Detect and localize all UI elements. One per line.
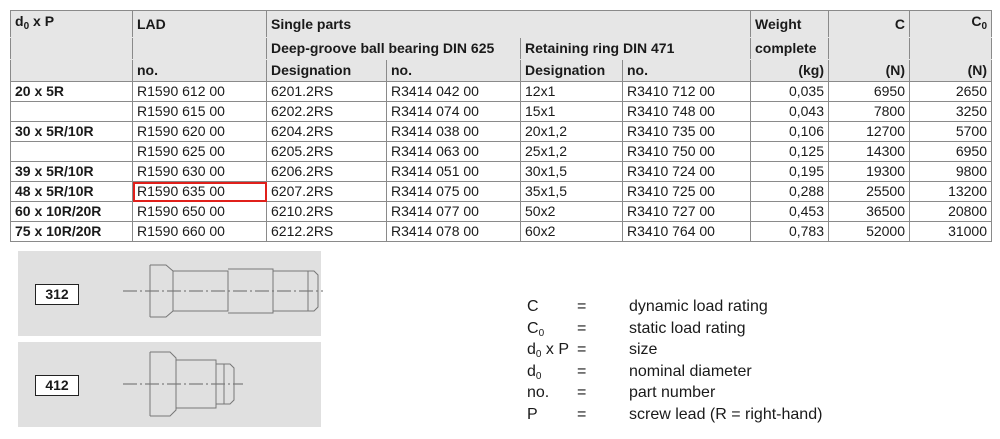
- cell-c0: 2650: [910, 82, 992, 102]
- legend-description: static load rating: [629, 319, 746, 337]
- cell-rd: 20x1,2: [521, 122, 623, 142]
- header-bearing: Deep-groove ball bearing DIN 625: [267, 38, 521, 60]
- cell-w: 0,783: [751, 222, 829, 242]
- table-row: [11, 122, 992, 142]
- cell-size: 30 x 5R/10R: [11, 122, 133, 142]
- cell-bd: 6202.2RS: [267, 102, 387, 122]
- cell-c0: 9800: [910, 162, 992, 182]
- cell-c: 12700: [829, 122, 910, 142]
- legend-equals: =: [577, 405, 587, 423]
- cell-c0: 3250: [910, 102, 992, 122]
- legend-equals: =: [577, 341, 587, 359]
- cell-rn: R3410 748 00: [623, 102, 751, 122]
- header-single-parts: Single parts: [267, 11, 751, 38]
- cell-size: 60 x 10R/20R: [11, 202, 133, 222]
- table-row: [11, 102, 992, 122]
- panel-label: 412: [35, 375, 79, 396]
- header-weight: Weight: [751, 11, 829, 38]
- cell-size: 48 x 5R/10R: [11, 182, 133, 202]
- cell-rn: R3410 725 00: [623, 182, 751, 202]
- cell-lad: R1590 620 00: [133, 122, 267, 142]
- cell-bn: R3414 063 00: [387, 142, 521, 162]
- cell-lad: R1590 612 00: [133, 82, 267, 102]
- cell-rd: 60x2: [521, 222, 623, 242]
- cell-lad: R1590 660 00: [133, 222, 267, 242]
- cell-c: 25500: [829, 182, 910, 202]
- cell-rn: R3410 724 00: [623, 162, 751, 182]
- legend-symbol: P: [527, 405, 538, 423]
- cell-rd: 35x1,5: [521, 182, 623, 202]
- cell-c: 52000: [829, 222, 910, 242]
- legend-description: screw lead (R = right-hand): [629, 405, 823, 423]
- header-ring-no: no.: [623, 60, 751, 82]
- cell-w: 0,125: [751, 142, 829, 162]
- shaft-end-drawing-icon: [118, 342, 328, 427]
- cell-c: 6950: [829, 82, 910, 102]
- cell-w: 0,288: [751, 182, 829, 202]
- legend-equals: =: [577, 319, 587, 337]
- cell-rd: 12x1: [521, 82, 623, 102]
- legend-symbol: $C_0$: [527, 319, 545, 339]
- table-row: [11, 142, 992, 162]
- legend-item: [527, 404, 822, 426]
- cell-bd: 6204.2RS: [267, 122, 387, 142]
- legend-description: nominal diameter: [629, 362, 752, 380]
- legend-equals: =: [577, 384, 587, 402]
- cell-lad-highlighted: R1590 635 00: [133, 182, 267, 202]
- legend-symbol: $d_0$ x P: [527, 341, 570, 361]
- cell-bn: R3414 074 00: [387, 102, 521, 122]
- header-complete: complete: [751, 38, 829, 60]
- cell-c0: 5700: [910, 122, 992, 142]
- cell-lad: R1590 615 00: [133, 102, 267, 122]
- legend-symbol: $d_0$: [527, 362, 542, 382]
- legend-symbol: C: [527, 298, 539, 315]
- cell-c: 14300: [829, 142, 910, 162]
- cell-rn: R3410 712 00: [623, 82, 751, 102]
- cell-w: 0,453: [751, 202, 829, 222]
- cell-lad: R1590 650 00: [133, 202, 267, 222]
- shaft-end-drawing-icon: [118, 251, 328, 336]
- cell-size: [11, 102, 133, 122]
- header-c0: $C_0$: [910, 11, 992, 38]
- header-unit-c0: (N): [910, 60, 992, 82]
- legend-item: [527, 382, 822, 404]
- drawing-panel-412: [18, 342, 321, 427]
- bearing-spec-table: [10, 10, 992, 242]
- cell-bd: 6210.2RS: [267, 202, 387, 222]
- header-ring: Retaining ring DIN 471: [521, 38, 751, 60]
- cell-c: 19300: [829, 162, 910, 182]
- legend-description: dynamic load rating: [629, 298, 768, 315]
- header-bearing-designation: Designation: [267, 60, 387, 82]
- cell-w: 0,195: [751, 162, 829, 182]
- header-ring-designation: Designation: [521, 60, 623, 82]
- legend-item: [527, 318, 822, 340]
- legend: [527, 296, 822, 426]
- cell-rn: R3410 764 00: [623, 222, 751, 242]
- cell-bn: R3414 075 00: [387, 182, 521, 202]
- cell-rn: R3410 727 00: [623, 202, 751, 222]
- legend-description: part number: [629, 384, 716, 402]
- cell-c0: 20800: [910, 202, 992, 222]
- cell-size: 20 x 5R: [11, 82, 133, 102]
- cell-bn: R3414 038 00: [387, 122, 521, 142]
- cell-bd: 6205.2RS: [267, 142, 387, 162]
- legend-symbol: no.: [527, 384, 550, 402]
- cell-size: 39 x 5R/10R: [11, 162, 133, 182]
- table-row: [11, 162, 992, 182]
- cell-bn: R3414 077 00: [387, 202, 521, 222]
- cell-c0: 6950: [910, 142, 992, 162]
- cell-bd: 6212.2RS: [267, 222, 387, 242]
- cell-size: [11, 142, 133, 162]
- legend-equals: =: [577, 362, 587, 380]
- cell-c: 7800: [829, 102, 910, 122]
- header-bearing-no: no.: [387, 60, 521, 82]
- cell-c: 36500: [829, 202, 910, 222]
- legend-equals: =: [577, 298, 587, 315]
- cell-w: 0,106: [751, 122, 829, 142]
- panel-label: 312: [35, 284, 79, 305]
- cell-c0: 13200: [910, 182, 992, 202]
- cell-lad: R1590 625 00: [133, 142, 267, 162]
- cell-bn: R3414 051 00: [387, 162, 521, 182]
- cell-bd: 6207.2RS: [267, 182, 387, 202]
- header-c: C: [829, 11, 910, 38]
- legend-item: [527, 361, 822, 383]
- header-unit-kg: (kg): [751, 60, 829, 82]
- cell-rd: 25x1,2: [521, 142, 623, 162]
- cell-rn: R3410 750 00: [623, 142, 751, 162]
- cell-lad: R1590 630 00: [133, 162, 267, 182]
- cell-rd: 50x2: [521, 202, 623, 222]
- legend-item: [527, 339, 822, 361]
- table-row: [11, 82, 992, 102]
- legend-description: size: [629, 341, 658, 359]
- header-size: $d_0$ x P: [11, 11, 133, 38]
- header-lad: LAD: [133, 11, 267, 38]
- drawing-panel-312: [18, 251, 321, 336]
- cell-bn: R3414 042 00: [387, 82, 521, 102]
- cell-bn: R3414 078 00: [387, 222, 521, 242]
- cell-c0: 31000: [910, 222, 992, 242]
- legend-item: [527, 296, 822, 318]
- cell-rd: 30x1,5: [521, 162, 623, 182]
- table-row: [11, 222, 992, 242]
- table-row: [11, 182, 992, 202]
- cell-rn: R3410 735 00: [623, 122, 751, 142]
- cell-rd: 15x1: [521, 102, 623, 122]
- header-lad-no: no.: [133, 60, 267, 82]
- cell-w: 0,043: [751, 102, 829, 122]
- table-row: [11, 202, 992, 222]
- cell-bd: 6201.2RS: [267, 82, 387, 102]
- cell-w: 0,035: [751, 82, 829, 102]
- cell-bd: 6206.2RS: [267, 162, 387, 182]
- cell-size: 75 x 10R/20R: [11, 222, 133, 242]
- header-unit-c: (N): [829, 60, 910, 82]
